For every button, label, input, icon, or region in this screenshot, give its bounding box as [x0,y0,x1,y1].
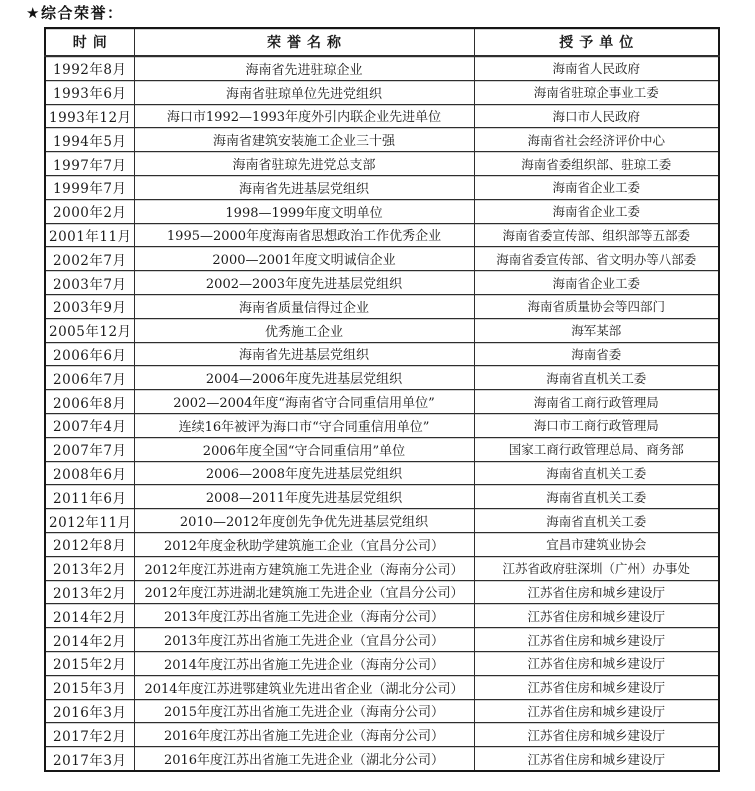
table-row [45,628,719,652]
cell-honor: 2010—2012年度创先争优先进基层党组织 [134,509,474,533]
cell-authority: 海南省企业工委 [474,175,719,199]
table-row [45,485,719,509]
cell-time: 2011年6月 [45,485,134,509]
cell-honor: 海口市1992—1993年度外引内联企业先进单位 [134,104,474,128]
cell-authority: 江苏省住房和城乡建设厅 [474,580,719,604]
cell-authority: 海南省委组织部、驻琼工委 [474,152,719,176]
cell-authority: 海南省委宣传部、省文明办等八部委 [474,247,719,271]
table-row [45,413,719,437]
table-row [45,152,719,176]
cell-honor: 2012年度金秋助学建筑施工企业（宜昌分公司） [134,532,474,556]
cell-time: 2006年7月 [45,366,134,390]
section-title: ★综合荣誉： [26,4,124,22]
cell-time: 2013年2月 [45,580,134,604]
cell-authority: 海口市工商行政管理局 [474,413,719,437]
table-row [45,651,719,675]
header-row [45,28,719,56]
cell-time: 2012年11月 [45,509,134,533]
cell-authority: 江苏省住房和城乡建设厅 [474,651,719,675]
table-row [45,80,719,104]
cell-authority: 国家工商行政管理总局、商务部 [474,437,719,461]
cell-authority: 江苏省住房和城乡建设厅 [474,628,719,652]
table-row [45,366,719,390]
cell-time: 2001年11月 [45,223,134,247]
table-row [45,699,719,723]
cell-time: 2016年3月 [45,699,134,723]
cell-honor: 2016年度江苏出省施工先进企业（湖北分公司） [134,747,474,771]
cell-honor: 优秀施工企业 [134,318,474,342]
cell-authority: 海南省工商行政管理局 [474,390,719,414]
table-row [45,532,719,556]
cell-honor: 2012年度江苏进南方建筑施工先进企业（海南分公司） [134,556,474,580]
cell-authority: 江苏省住房和城乡建设厅 [474,699,719,723]
table-row [45,509,719,533]
cell-time: 2014年2月 [45,604,134,628]
cell-time: 2014年2月 [45,628,134,652]
table-row [45,223,719,247]
cell-time: 2006年8月 [45,390,134,414]
cell-honor: 海南省先进驻琼企业 [134,56,474,80]
cell-authority: 江苏省住房和城乡建设厅 [474,604,719,628]
cell-time: 2005年12月 [45,318,134,342]
table-row [45,342,719,366]
cell-time: 2013年2月 [45,556,134,580]
cell-authority: 海南省直机关工委 [474,485,719,509]
table-row [45,747,719,771]
cell-time: 2007年7月 [45,437,134,461]
cell-authority: 海南省质量协会等四部门 [474,294,719,318]
table-row [45,318,719,342]
cell-honor: 2002—2004年度“海南省守合同重信用单位” [134,390,474,414]
table-row [45,271,719,295]
cell-honor: 海南省先进基层党组织 [134,342,474,366]
cell-time: 1993年12月 [45,104,134,128]
cell-honor: 2013年度江苏出省施工先进企业（宜昌分公司） [134,628,474,652]
cell-authority: 海军某部 [474,318,719,342]
cell-honor: 2012年度江苏进湖北建筑施工先进企业（宜昌分公司） [134,580,474,604]
cell-time: 2015年2月 [45,651,134,675]
table-row [45,247,719,271]
table-row [45,580,719,604]
table-row [45,294,719,318]
honor-table-body [45,56,719,771]
cell-authority: 海南省企业工委 [474,271,719,295]
table-row [45,199,719,223]
cell-honor: 2013年度江苏出省施工先进企业（海南分公司） [134,604,474,628]
table-row [45,604,719,628]
cell-authority: 海南省驻琼企事业工委 [474,80,719,104]
cell-time: 2015年3月 [45,675,134,699]
cell-authority: 宜昌市建筑业协会 [474,532,719,556]
table-row [45,437,719,461]
cell-honor: 海南省驻琼先进党总支部 [134,152,474,176]
cell-time: 2007年4月 [45,413,134,437]
cell-honor: 2014年度江苏进鄂建筑业先进出省企业（湖北分公司） [134,675,474,699]
cell-honor: 2002—2003年度先进基层党组织 [134,271,474,295]
cell-time: 2017年2月 [45,723,134,747]
cell-authority: 海南省社会经济评价中心 [474,128,719,152]
cell-time: 2017年3月 [45,747,134,771]
table-row [45,128,719,152]
cell-authority: 江苏省住房和城乡建设厅 [474,723,719,747]
table-row [45,723,719,747]
cell-authority: 海南省直机关工委 [474,509,719,533]
cell-honor: 2016年度江苏出省施工先进企业（海南分公司） [134,723,474,747]
cell-authority: 海南省人民政府 [474,56,719,80]
cell-honor: 连续16年被评为海口市“守合同重信用单位” [134,413,474,437]
cell-time: 2012年8月 [45,532,134,556]
cell-honor: 海南省先进基层党组织 [134,175,474,199]
table-row [45,461,719,485]
cell-time: 2002年7月 [45,247,134,271]
cell-authority: 海南省直机关工委 [474,366,719,390]
cell-honor: 2000—2001年度文明诚信企业 [134,247,474,271]
cell-honor: 2004—2006年度先进基层党组织 [134,366,474,390]
cell-authority: 海南省企业工委 [474,199,719,223]
header-authority: 授予单位 [474,28,719,56]
cell-time: 2003年7月 [45,271,134,295]
cell-authority: 江苏省住房和城乡建设厅 [474,675,719,699]
cell-honor: 2008—2011年度先进基层党组织 [134,485,474,509]
header-time: 时间 [45,28,134,56]
cell-honor: 1998—1999年度文明单位 [134,199,474,223]
cell-honor: 海南省驻琼单位先进党组织 [134,80,474,104]
cell-honor: 2006—2008年度先进基层党组织 [134,461,474,485]
table-row [45,390,719,414]
cell-honor: 2015年度江苏出省施工先进企业（海南分公司） [134,699,474,723]
cell-authority: 海南省委 [474,342,719,366]
honor-table [44,27,720,772]
cell-authority: 海南省委宣传部、组织部等五部委 [474,223,719,247]
cell-honor: 2006年度全国“守合同重信用”单位 [134,437,474,461]
cell-authority: 江苏省住房和城乡建设厅 [474,747,719,771]
cell-time: 1997年7月 [45,152,134,176]
cell-time: 1992年8月 [45,56,134,80]
cell-honor: 海南省建筑安装施工企业三十强 [134,128,474,152]
cell-time: 2006年6月 [45,342,134,366]
cell-honor: 1995—2000年度海南省思想政治工作优秀企业 [134,223,474,247]
cell-honor: 海南省质量信得过企业 [134,294,474,318]
cell-time: 1999年7月 [45,175,134,199]
cell-time: 1994年5月 [45,128,134,152]
table-row [45,104,719,128]
cell-authority: 海南省直机关工委 [474,461,719,485]
cell-time: 1993年6月 [45,80,134,104]
cell-authority: 江苏省政府驻深圳（广州）办事处 [474,556,719,580]
cell-honor: 2014年度江苏出省施工先进企业（海南分公司） [134,651,474,675]
cell-authority: 海口市人民政府 [474,104,719,128]
table-row [45,675,719,699]
cell-time: 2003年9月 [45,294,134,318]
table-row [45,556,719,580]
cell-time: 2008年6月 [45,461,134,485]
table-row [45,175,719,199]
cell-time: 2000年2月 [45,199,134,223]
header-honor: 荣誉名称 [134,28,474,56]
table-row [45,56,719,80]
